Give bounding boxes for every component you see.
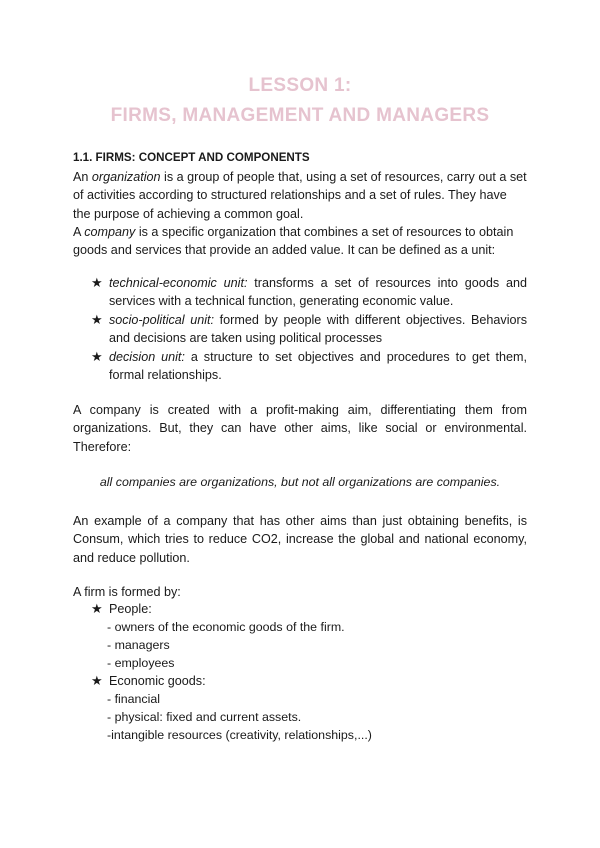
unit-definition-list — [91, 274, 527, 384]
people-item: ★ People: — [91, 600, 152, 618]
goods-subitem: -intangible resources (creativity, relationships,...) — [107, 728, 372, 742]
paragraph-example: An example of a company that has other aims than just obtaining benefits, is Consum, which tries to reduce CO2, increase the global and national economy, and reduce pollution. — [73, 514, 527, 565]
star-icon: ★ — [91, 348, 103, 364]
lesson-subtitle: FIRMS, MANAGEMENT AND MANAGERS — [110, 105, 490, 126]
firm-formed-intro: A firm is formed by: — [73, 585, 181, 599]
star-icon: ★ — [91, 311, 103, 327]
section-heading: 1.1. FIRMS: CONCEPT AND COMPONENTS — [73, 151, 310, 164]
key-quote: all companies are organizations, but not all organizations are companies. — [99, 475, 501, 489]
paragraph-profit-aim: A company is created with a profit-making aim, differentiating them from organizations. But, they can have other aims, like social or environmental. Therefore: — [73, 403, 527, 454]
goods-subitem: - physical: fixed and current assets. — [107, 710, 302, 724]
paragraph-organization: An organization is a group of people that, using a set of resources, carry out a set of activities according to structured relationships and a set of rules. They have the purpose of achieving a common goal. — [73, 170, 527, 221]
list-item: ★ decision unit: a structure to set objectives and procedures to get them, formal relationships. — [91, 348, 527, 383]
lesson-title: LESSON 1: — [248, 75, 352, 96]
list-item: ★ technical-economic unit: transforms a set of resources into goods and services with a technical function, generating economic value. — [91, 275, 527, 309]
goods-subitem: - financial — [107, 692, 161, 706]
star-icon: ★ — [91, 673, 103, 688]
star-icon: ★ — [91, 601, 103, 616]
paragraph-company: A company is a specific organization that combines a set of resources to obtain goods and services that provide an added value. It can be defined as a unit: — [73, 225, 514, 258]
term-organization: organization — [91, 170, 161, 184]
people-subitem: - employees — [107, 656, 175, 670]
list-item: ★ socio-political unit: formed by people with different objectives. Behaviors and decisions are taken using political processes — [91, 311, 527, 346]
economic-goods-item: ★ Economic goods: — [91, 672, 206, 690]
people-subitem: - owners of the economic goods of the firm. — [107, 620, 345, 634]
term-company: company — [84, 225, 136, 239]
star-icon: ★ — [91, 275, 103, 290]
people-subitem: - managers — [107, 638, 170, 652]
